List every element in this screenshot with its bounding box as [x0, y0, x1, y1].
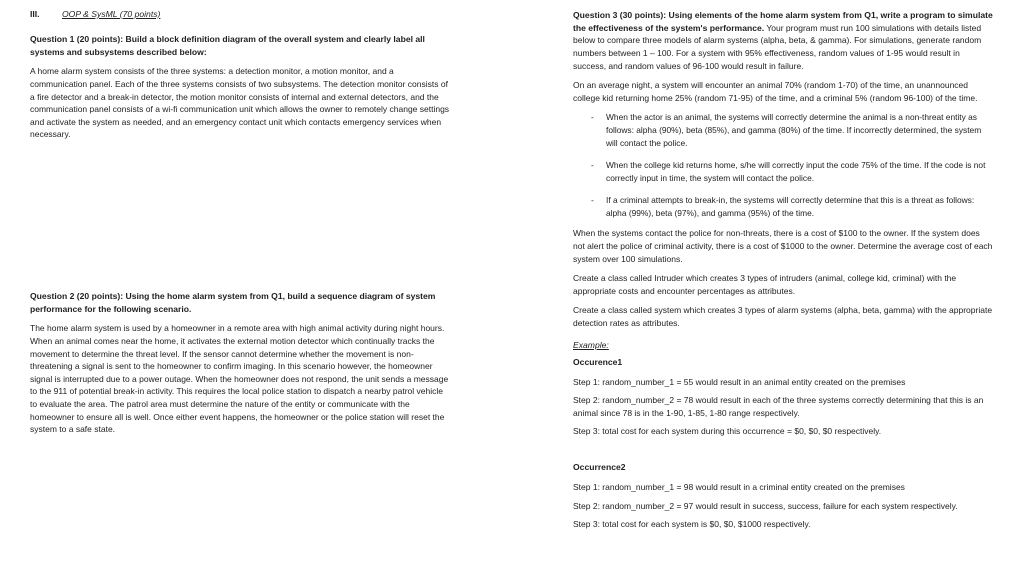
question-1-body: A home alarm system consists of the three systems: a detection monitor, a motion monitor, and a communication panel. Each of the three systems consists of two subsystems. The detection monitor consists of a fire detector and a break-in detector, the motion monitor consists of internal and external detectors, and the communication panel consists of a wi-fi communication unit which allows the owner to remotely change settings and activate the system as needed, and an emergency contact unit which contacts emergency services when necessary. [30, 66, 450, 140]
section-header [30, 8, 450, 23]
occurrence-1-step-3: Step 3: total cost for each system during this occurrence = $0, $0, $0 respectively. [573, 426, 882, 437]
right-column [573, 8, 993, 531]
scenario-criminal-text: If a criminal attempts to break-in, the systems will correctly determine that this is a threat as follows: alpha (99%), beta (97%), and gamma (95%) of the time. [606, 195, 975, 219]
occurrence-1-title: Occurence1 [573, 356, 623, 367]
question-3-title: Question 3 (30 points): Using elements of the home alarm system from Q1, write a program to simulate the effectiveness of the system's performance. [573, 10, 993, 33]
question-2-body: The home alarm system is used by a homeowner in a remote area with high animal activity during night hours. When an animal comes near the home, it activates the external motion detector which continually tracks the movement to determine the threat level. If the sensor cannot determine whether the movement is non-threatening a signal is sent to the homeowner to confirm imaging. In this scenario however, the homeowner signal is interrupted due to a power outage. When the homeowner does not respond, the unit sends a message to the 911 of potential break-in activity. This requires the local police station to dispatch a nearby patrol vehicle to evaluate the area. The patrol area must determine the nature of the entity or communicate with the homeowner to ensure all is well. Once either event happens, the homeowner or the police station will reset the system to a safe state. [30, 323, 449, 435]
occurrence-2-step-3: Step 3: total cost for each system is $0, $0, $1000 respectively. [573, 519, 811, 530]
question-3-details: Your program must run 100 simulations with details listed below to compare three models of alarm systems (alpha, beta, & gamma). For simulations, generate random numbers between 1 – 100. For a system with 95% effectiveness, random values of 1-95 would result in success, and random values of 96-100 would result in failure. [573, 22, 982, 71]
question-1-title: Question 1 (20 points): Build a block definition diagram of the overall system and clearly label all systems and subsystems described below: [30, 34, 425, 57]
question-2-title: Question 2 (20 points): Using the home alarm system from Q1, build a sequence diagram of system performance for the following scenario. [30, 290, 436, 314]
question-3-intro [573, 9, 993, 72]
scenario-animal [573, 111, 993, 150]
occurrence-1-step-2: Step 2: random_number_2 = 78 would result in each of the three systems correctly determining that this is an animal since 78 is in the 1-90, 1-85, 1-80 range respectively. [573, 395, 984, 418]
bullet-dash: - [591, 195, 594, 206]
encounter-rates: On an average night, a system will encounter an animal 70% (random 1-70) of the time, an unannounced college kid returning home 25% (random 71-95) of the time, and a criminal 5% (random 96-100) of the time. [573, 80, 978, 103]
occurrence-1-step-1: Step 1: random_number_1 = 55 would result in an animal entity created on the premises [573, 376, 906, 387]
occurrence-2-step-1: Step 1: random_number_1 = 98 would result in a criminal entity created on the premises [573, 481, 905, 492]
left-column [30, 8, 450, 436]
cost-description: When the systems contact the police for non-threats, there is a cost of $100 to the owner. If the system does not alert the police of criminal activity, there is a cost of $1000 to the owner. Determine the average cost of each system over 100 simulations. [573, 228, 993, 264]
scenario-college-kid [573, 159, 993, 185]
bullet-dash: - [591, 112, 594, 123]
system-class-instructions: Create a class called system which creates 3 types of alarm systems (alpha, beta, gamma) with the appropriate detection rates as attributes. [573, 305, 993, 328]
scenario-criminal [573, 194, 993, 220]
occurrence-2-step-2: Step 2: random_number_2 = 97 would result in success, success, failure for each system respectively. [573, 500, 958, 511]
bullet-dash: - [591, 160, 594, 171]
section-topic: OOP & SysML (70 points) [62, 9, 161, 19]
intruder-class-instructions: Create a class called Intruder which creates 3 types of intruders (animal, college kid, criminal) with the appropriate costs and encounter percentages as attributes. [573, 273, 957, 296]
example-label: Example: [573, 339, 609, 350]
scenario-list [573, 111, 993, 220]
scenario-animal-text: When the actor is an animal, the systems will correctly determine the animal is a non-threat entity as follows: alpha (90%), beta (85%), and gamma (80%) of the time. If incorrectly determined, the system will contact the police. [606, 112, 982, 149]
scenario-college-kid-text: When the college kid returns home, s/he will correctly input the code 75% of the time. If the code is not correctly input in time, the system will contact the police. [606, 160, 986, 184]
occurrence-2-title: Occurrence2 [573, 461, 626, 472]
section-number: III. [30, 9, 40, 19]
